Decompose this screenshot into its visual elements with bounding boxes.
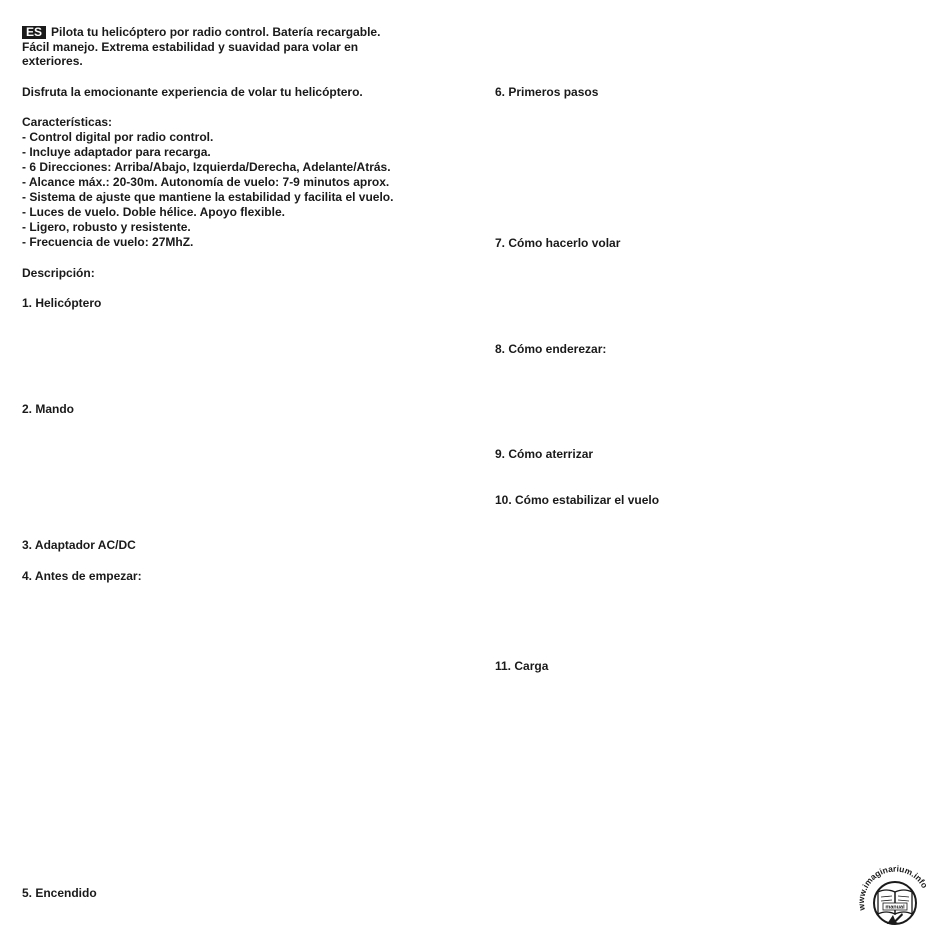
intro-text-1: Pilota tu helicóptero por radio control. Batería recargable.: [51, 25, 381, 39]
section-how-to-straighten: 8. Cómo enderezar:: [495, 342, 607, 356]
intro-line-3: exteriores.: [22, 54, 83, 68]
section-stabilize-flight: 10. Cómo estabilizar el vuelo: [495, 493, 660, 507]
section-how-to-land: 9. Cómo aterrizar: [495, 447, 594, 461]
feature-item: - Alcance máx.: 20-30m. Autonomía de vuelo: 7-9 minutos aprox.: [22, 175, 390, 189]
feature-item: - Frecuencia de vuelo: 27MhZ.: [22, 235, 194, 249]
section-remote: 2. Mando: [22, 402, 75, 416]
logo-manual-label: manual: [885, 904, 905, 911]
feature-item: - Luces de vuelo. Doble hélice. Apoyo flexible.: [22, 205, 285, 219]
section-before-start: 4. Antes de empezar:: [22, 569, 142, 583]
intro-line-1: [22, 25, 380, 40]
feature-item: - 6 Direcciones: Arriba/Abajo, Izquierda/Derecha, Adelante/Atrás.: [22, 160, 391, 174]
section-charging: 11. Carga: [495, 659, 549, 673]
features-list: [22, 130, 393, 250]
feature-item: - Incluye adaptador para recarga.: [22, 145, 211, 159]
features-title: Características:: [22, 115, 113, 129]
feature-item: - Control digital por radio control.: [22, 130, 214, 144]
language-badge: ES: [22, 26, 46, 39]
section-adapter: 3. Adaptador AC/DC: [22, 538, 136, 552]
section-power-on: 5. Encendido: [22, 886, 97, 900]
imaginarium-manual-logo: [856, 858, 934, 936]
section-first-steps: 6. Primeros pasos: [495, 85, 599, 99]
enjoy-text: Disfruta la emocionante experiencia de volar tu helicóptero.: [22, 85, 363, 99]
intro-line-2: Fácil manejo. Extrema estabilidad y suavidad para volar en: [22, 40, 359, 54]
feature-item: - Sistema de ajuste que mantiene la estabilidad y facilita el vuelo.: [22, 190, 394, 204]
section-helicopter: 1. Helicóptero: [22, 296, 102, 310]
feature-item: - Ligero, robusto y resistente.: [22, 220, 191, 234]
description-title: Descripción:: [22, 266, 95, 280]
section-how-to-fly: 7. Cómo hacerlo volar: [495, 236, 621, 250]
logo-url-text: www.imaginarium.info: [856, 863, 930, 912]
features-block: [22, 115, 393, 250]
